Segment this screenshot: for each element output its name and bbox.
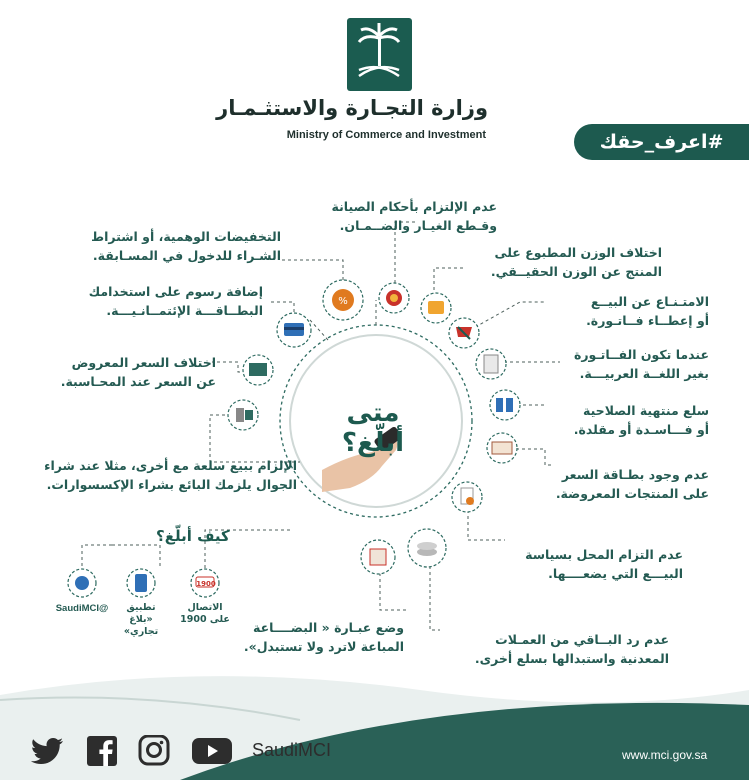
- item-refuse-sale: الامتـنـاع عن البيــع أو إعطــاء فــاتـورة.: [586, 294, 709, 328]
- ministry-name-arabic: وزارة التجـارة والاستثـمـار: [216, 96, 488, 120]
- center-title: متى أبلّغ؟: [341, 398, 405, 458]
- palm-swords-emblem: [347, 18, 412, 91]
- item-expired-goods: سلع منتهية الصلاحية أو فـــاسـدة أو مقلدة.: [573, 403, 709, 437]
- youtube-icon[interactable]: [190, 735, 234, 767]
- facebook-icon[interactable]: [85, 735, 119, 767]
- instagram-icon[interactable]: [137, 735, 171, 767]
- twitter-icon[interactable]: [30, 735, 64, 767]
- social-handle: SaudiMCI: [252, 740, 332, 760]
- hashtag-banner: #اعرف_حقك: [574, 124, 749, 160]
- item-price-tag: عدم وجود بطـاقة السعر على المنتجات المعروضة.: [555, 467, 709, 501]
- item-change-coins: عدم رد البــاقي من العمـلات المعدنية واستبدالها بسلع أخرى.: [474, 632, 669, 666]
- item-no-return: وضع عبـارة « البضــــاعة المباعة لاترد ولا تستبدل».: [243, 620, 404, 654]
- ministry-name-english: Ministry of Commerce and Investment: [286, 129, 486, 141]
- item-price-difference: اختلاف السعر المعروض عن السعر عند المحـاسبة.: [60, 355, 216, 389]
- svg-text:%: %: [338, 296, 348, 307]
- how-to-report-title: كيف أبلّغ؟: [156, 527, 230, 545]
- item-bundle-sale: الإلزام ببيع سلعة مع أخرى، مثلا عند شراء الجوال يلزمك البائع بشراء الإكسسوارات.: [44, 458, 297, 492]
- item-sale-policy: عدم التزام المحل بسياسة البيـــع التي يضعــــها.: [525, 547, 683, 581]
- expired-goods-icon: [490, 390, 520, 420]
- website-link[interactable]: www.mci.gov.sa: [622, 748, 708, 762]
- ministry-logo: [347, 18, 412, 91]
- item-card-fees: إضافة رسوم على استخدامك البطــاقـــة الإئتمــانـيـــة.: [88, 284, 263, 318]
- item-weight: اختلاف الوزن المطبوع على المنتج عن الوزن الحقيــقي.: [490, 245, 662, 279]
- item-maintenance: عدم الإلتزام بأحكام الصيانة وقـطع الغيـار والضــمـان.: [331, 199, 497, 233]
- item-fake-discounts: التخفيضات الوهمية، أو اشتراط الشـراء للدخول في المسـابقة.: [91, 229, 281, 263]
- app-label: تطبيق «بلاغ تجاري»: [123, 602, 159, 637]
- call-label: الاتصال على 1900: [180, 602, 230, 625]
- call-number: 1900: [196, 580, 216, 588]
- item-invoice-language: عندما تكون الفــاتـورة بغير اللغــة العربيـــة.: [573, 347, 709, 381]
- twitter-handle-label: @SaudiMCI: [55, 603, 109, 614]
